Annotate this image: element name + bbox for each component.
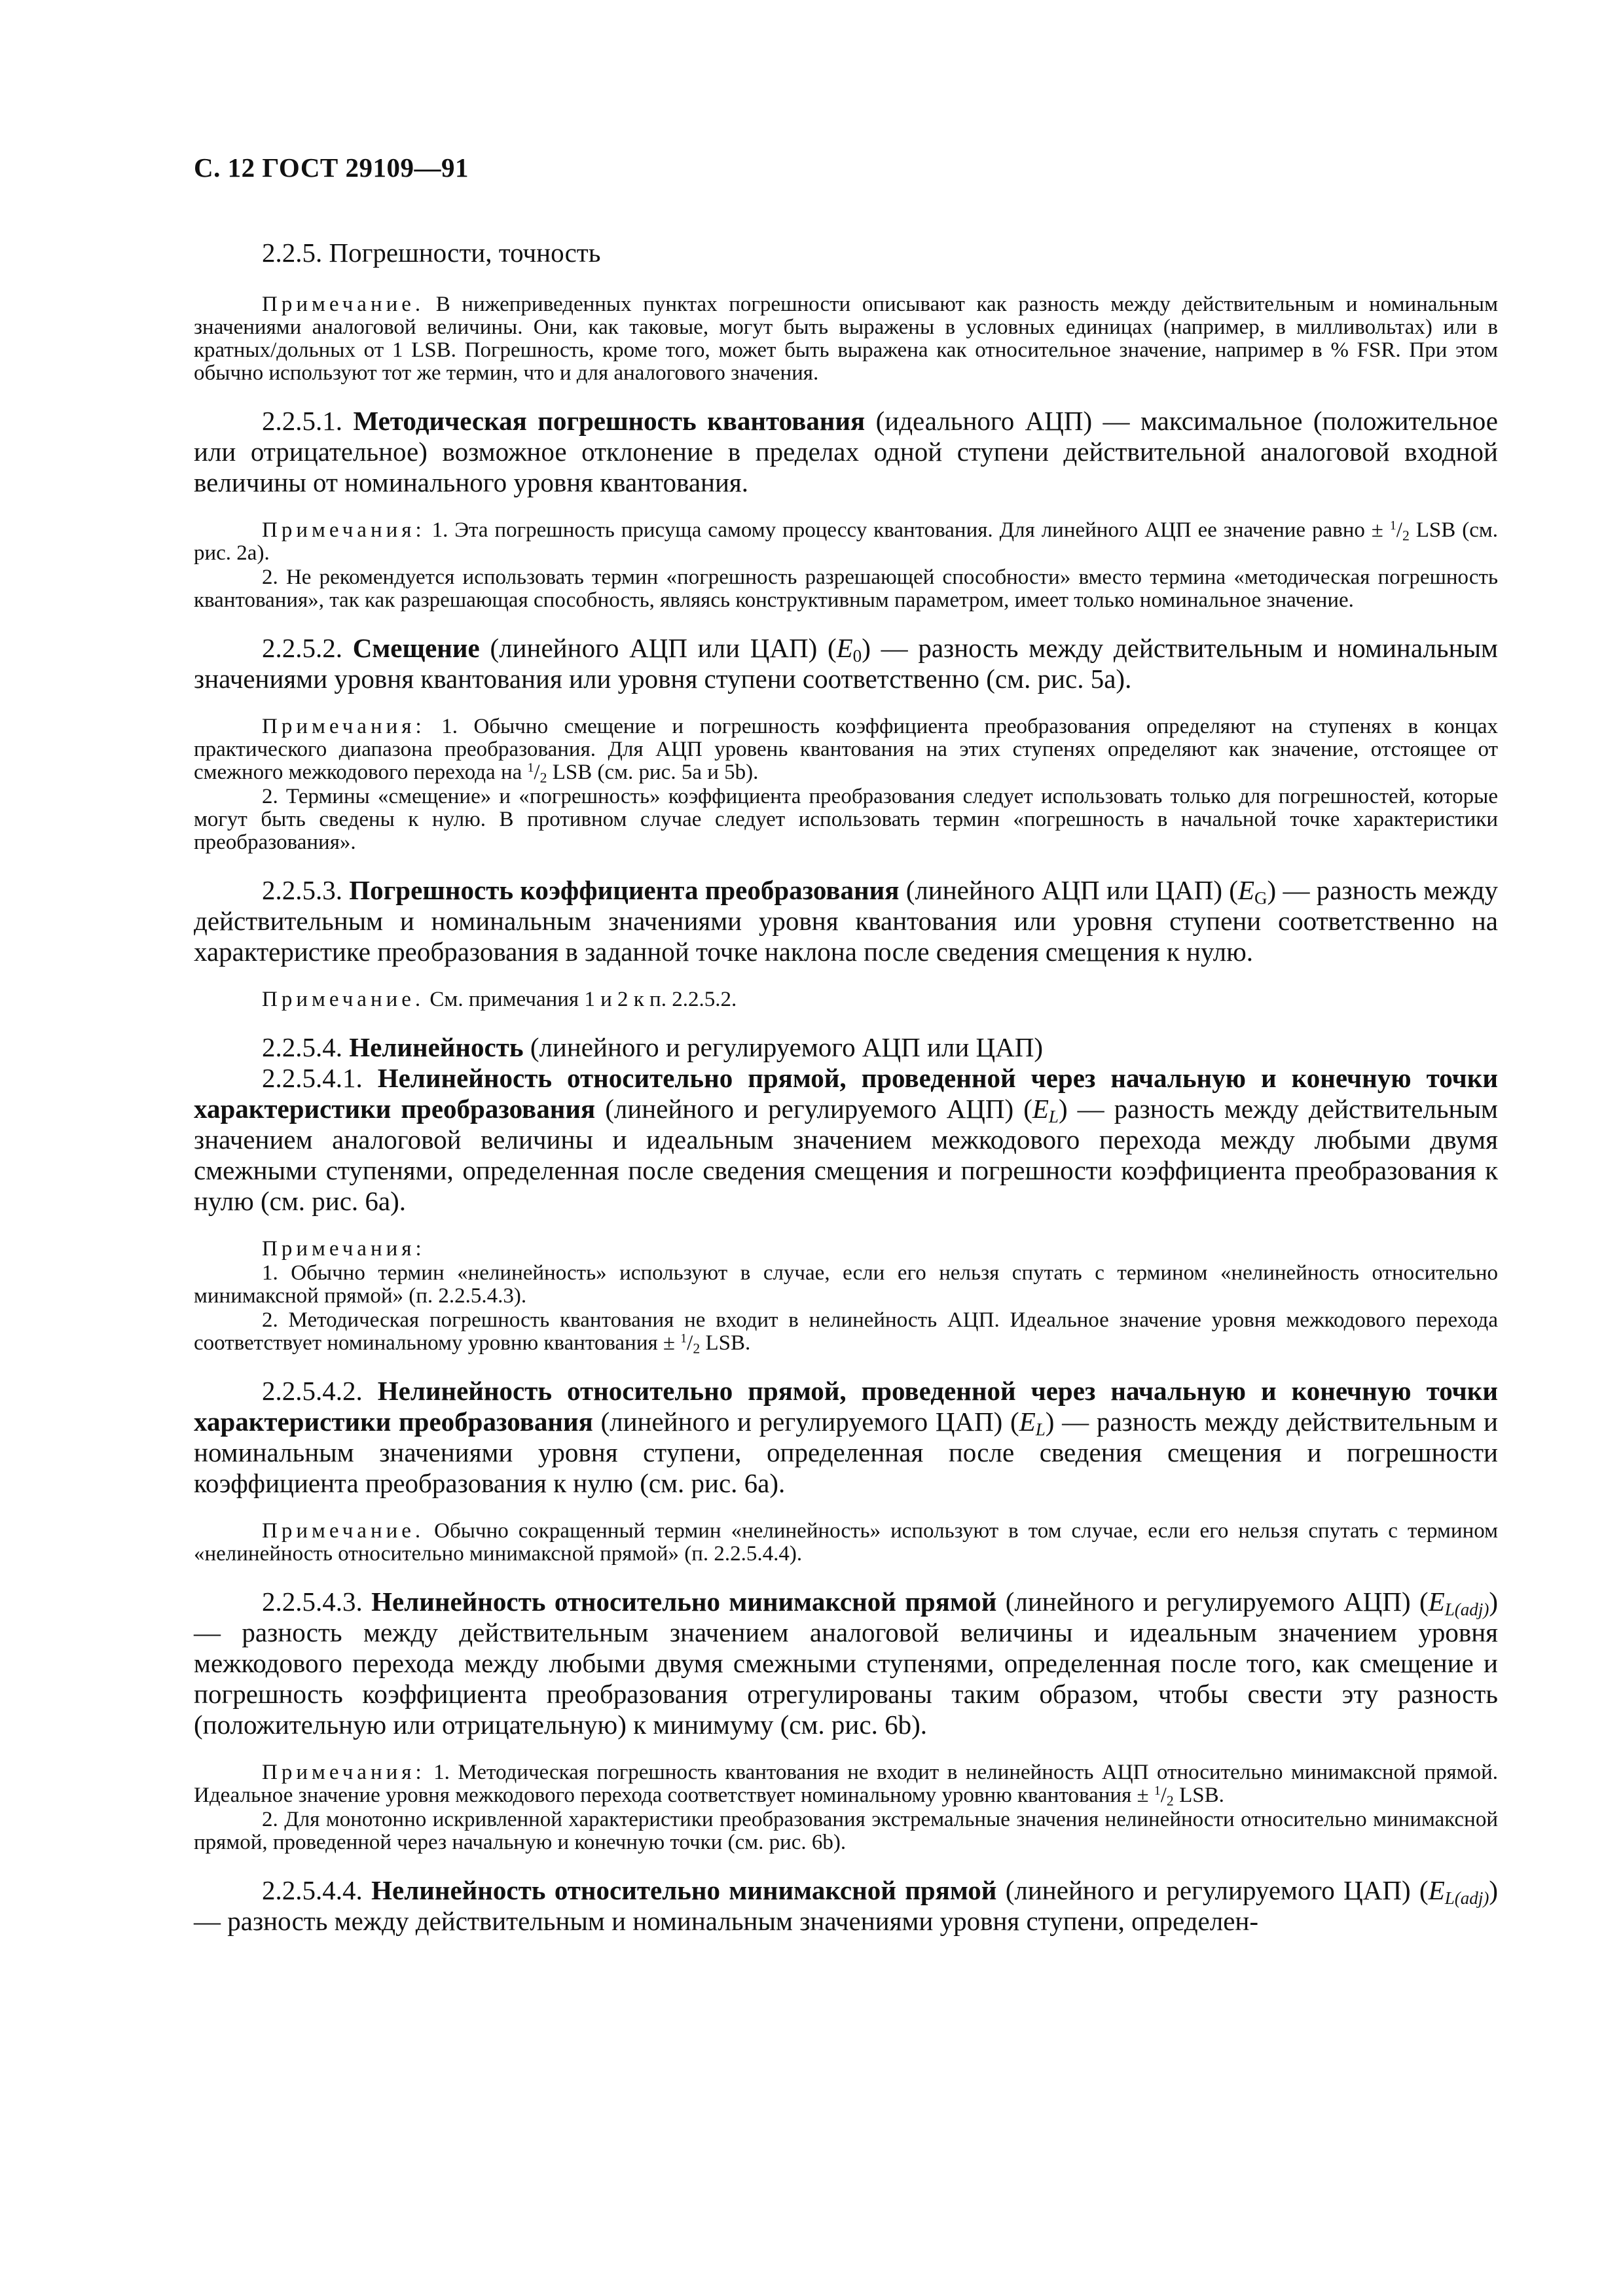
clause-definition: (линейного АЦП или ЦАП) ( [899, 875, 1238, 905]
note-2-2-5-4-3-2: 2. Для монотонно искривленной характеристики преобразования экстремальные значения нелинейности относительно минимаксной прямой, проведенной через начальную и конечную точки (см. рис. 6b). [194, 1808, 1498, 1854]
clause-definition: (линейного АЦП или ЦАП) ( [479, 633, 837, 663]
note-text: LSB. [1173, 1784, 1224, 1807]
note-2-2-5 [194, 293, 1498, 385]
clause-definition: (линейного и регулируемого АЦП) ( [996, 1587, 1429, 1617]
note-2-2-5-2-1 [194, 715, 1498, 784]
clause-number: 2.2.5.4.1. [262, 1063, 378, 1093]
clause-number: 2.2.5.2. [262, 633, 353, 663]
note-label: Примечание. [262, 293, 425, 316]
note-label: Примечание. [262, 1519, 425, 1543]
note-2-2-5-1-1 [194, 519, 1498, 565]
fraction-numerator: 1 [1389, 518, 1396, 533]
document-page [194, 152, 1498, 1958]
clause-2-2-5-3 [194, 875, 1498, 967]
clause-definition: ) — разность между действительным значением аналоговой величины и идеальным значением межкодового перехода между любыми двумя смежными ступенями, определенная после сведения смещения и погрешности коэффициента преобразования к нулю (см. рис. 6а). [194, 1094, 1498, 1216]
note-2-2-5-4-1-2 [194, 1309, 1498, 1355]
clause-number: 2.2.5.3. [262, 875, 350, 905]
clause-definition: ) — разность между действительным и номинальным значениями уровня квантования или уровня ступени соответственно (см. рис. 5а). [194, 633, 1498, 694]
note-text: См. примечания 1 и 2 к п. 2.2.5.2. [424, 988, 737, 1011]
fraction-denominator: 2 [1166, 1793, 1174, 1809]
clause-definition: (линейного и регулируемого ЦАП) ( [593, 1407, 1019, 1437]
clause-definition: ) — разность между действительным и номинальным значениями уровня ступени, определен- [194, 1875, 1499, 1936]
symbol-subscript: L [1048, 1106, 1059, 1126]
clause-term: Нелинейность [349, 1032, 524, 1062]
note-text: 1. Методическая погрешность квантования не входит в нелинейность АЦП относительно минимаксной прямой. Идеальное значение уровня межкодового перехода соответствует номинальному уровню квантования ± [194, 1761, 1498, 1807]
symbol: E [1019, 1407, 1036, 1437]
note-text: 1. Эта погрешность присуща самому процессу квантования. Для линейного АЦП ее значение равно ± [425, 518, 1390, 542]
fraction-half: $^1/_2$ [1389, 518, 1410, 544]
fraction-numerator: 1 [527, 761, 534, 776]
clause-term: Нелинейность относительно минимаксной прямой [371, 1587, 997, 1617]
symbol: E [1428, 1587, 1445, 1617]
section-heading-2-2-5: 2.2.5. Погрешности, точность [262, 238, 601, 268]
fraction-denominator: 2 [1402, 528, 1410, 544]
note-2-2-5-1-2: 2. Не рекомендуется использовать термин «погрешность разрешающей способности» вместо термина «методическая погрешность квантования», так как разрешающая способность, являясь конструктивным параметром, имеет только номинальное значение. [194, 565, 1498, 612]
clause-term: Нелинейность относительно минимаксной прямой [371, 1875, 997, 1905]
notes-label: Примечания: [262, 715, 426, 738]
clause-definition: ) — разность между действительным и номинальным значениями уровня ступени, определенная после сведения смещения и погрешности коэффициента преобразования к нулю (см. рис. 6а). [194, 1407, 1498, 1498]
note-text: LSB (см. рис. 5а и 5b). [547, 761, 759, 784]
clause-definition: ) — разность между действительным значением аналоговой величины и идеальным значением уровня межкодового перехода между любыми двумя смежными ступенями, определенная после того, как смещение и погрешность коэффициента преобразования отрегулированы таким образом, чтобы свести эту разность (положительную или отрицательную) к минимуму (см. рис. 6b). [194, 1587, 1499, 1740]
clause-number: 2.2.5.1. [262, 406, 354, 436]
clause-term: Нелинейность относительно прямой, проведенной через начальную и конечную точки характеристики преобразования [194, 1063, 1498, 1124]
clause-2-2-5-4-2 [194, 1376, 1498, 1499]
note-2-2-5-4-3-1 [194, 1761, 1498, 1807]
page-header: С. 12 ГОСТ 29109—91 [194, 152, 469, 183]
fraction-numerator: 1 [680, 1331, 687, 1346]
note-text: LSB. [700, 1331, 751, 1355]
symbol-subscript: 0 [852, 645, 862, 666]
symbol-subscript: L(adj) [1444, 1888, 1489, 1908]
clause-number: 2.2.5.4.4. [262, 1875, 372, 1905]
clause-definition: ) — разность между действительным и номинальным значениями уровня квантования или уровня ступени соответственно на характеристике преобразования в заданной точке наклона после сведения смещения к нулю. [194, 875, 1499, 967]
clause-number: 2.2.5.4. [262, 1032, 350, 1062]
clause-term: Нелинейность относительно прямой, проведенной через начальную и конечную точки характеристики преобразования [194, 1376, 1498, 1437]
note-text: LSB (см. рис. 2а). [194, 518, 1499, 565]
clause-2-2-5-4-1 [194, 1063, 1498, 1217]
note-2-2-5-2-2: 2. Термины «смещение» и «погрешность» коэффициента преобразования следует использовать только для погрешностей, которые могут быть сведены к нулю. В противном случае следует использовать термин «погрешность в начальной точке характеристики преобразования». [194, 785, 1498, 854]
clause-definition: (линейного и регулируемого ЦАП) ( [996, 1875, 1429, 1905]
note-2-2-5-4-2 [194, 1520, 1498, 1566]
symbol-subscript: G [1254, 888, 1267, 908]
clause-2-2-5-4-3 [194, 1587, 1498, 1740]
clause-term: Погрешность коэффициента преобразования [349, 875, 900, 905]
note-text: 2. Методическая погрешность квантования не входит в нелинейность АЦП. Идеальное значение уровня межкодового перехода соответствует номинальному уровню квантования ± [194, 1308, 1498, 1355]
notes-label-2-2-5-4-1 [194, 1238, 1498, 1261]
clause-definition: (линейного и регулируемого АЦП или ЦАП) [523, 1032, 1043, 1062]
symbol: E [836, 633, 853, 663]
note-text: 1. Обычно смещение и погрешность коэффициента преобразования определяют на ступенях в концах практического диапазона преобразования. Для АЦП уровень квантования на этих ступенях определяют как значение, отстоящее от смежного межкодового перехода на [194, 715, 1498, 784]
fraction-denominator: 2 [693, 1340, 701, 1357]
notes-label: Примечания: [262, 1761, 426, 1784]
note-label: Примечание. [262, 988, 425, 1011]
note-2-2-5-4-1-1: 1. Обычно термин «нелинейность» используют в случае, если его нельзя спутать с термином «нелинейность относительно минимаксной прямой» (п. 2.2.5.4.3). [194, 1261, 1498, 1308]
fraction-half: $^1/_2$ [527, 761, 547, 786]
fraction-numerator: 1 [1154, 1784, 1161, 1799]
fraction-half: $^1/_2$ [680, 1331, 701, 1357]
clause-2-2-5-4 [194, 1032, 1498, 1063]
notes-label: Примечания: [262, 518, 426, 542]
note-text: Обычно сокращенный термин «нелинейность» используют в том случае, если его нельзя спутать с термином «нелинейность относительно минимаксной прямой» (п. 2.2.5.4.4). [194, 1519, 1498, 1566]
symbol: E [1032, 1094, 1049, 1124]
clause-number: 2.2.5.4.3. [262, 1587, 372, 1617]
clause-term: Смещение [352, 633, 480, 663]
clause-definition: (идеального АЦП) — максимальное (положительное или отрицательное) возможное отклонение в пределах одной ступени действительной аналоговой входной величины от номинального уровня квантования. [194, 406, 1499, 497]
clause-definition: (линейного и регулируемого АЦП) ( [595, 1094, 1032, 1124]
symbol-subscript: L [1035, 1419, 1046, 1439]
fraction-half: $^1/_2$ [1154, 1784, 1174, 1809]
notes-label: Примечания: [262, 1237, 426, 1261]
clause-2-2-5-1 [194, 406, 1498, 498]
symbol-subscript: L(adj) [1444, 1599, 1489, 1619]
clause-number: 2.2.5.4.2. [262, 1376, 378, 1406]
clause-2-2-5-4-4 [194, 1875, 1498, 1937]
note-text: В нижеприведенных пунктах погрешности описывают как разность между действительным и номинальным значениями аналоговой величины. Они, как таковые, могут быть выражены в условных единицах (например, в милливольтах) или в кратных/дольных от 1 LSB. Погрешность, кроме того, может быть выражена как относительное значение, например в % FSR. При этом обычно используют тот же термин, что и для аналогового значения. [194, 293, 1498, 385]
clause-2-2-5-2 [194, 633, 1498, 694]
note-2-2-5-3 [194, 988, 1498, 1011]
symbol: E [1237, 875, 1254, 905]
symbol: E [1428, 1875, 1445, 1905]
clause-term: Методическая погрешность квантования [353, 406, 866, 436]
fraction-denominator: 2 [539, 770, 547, 786]
